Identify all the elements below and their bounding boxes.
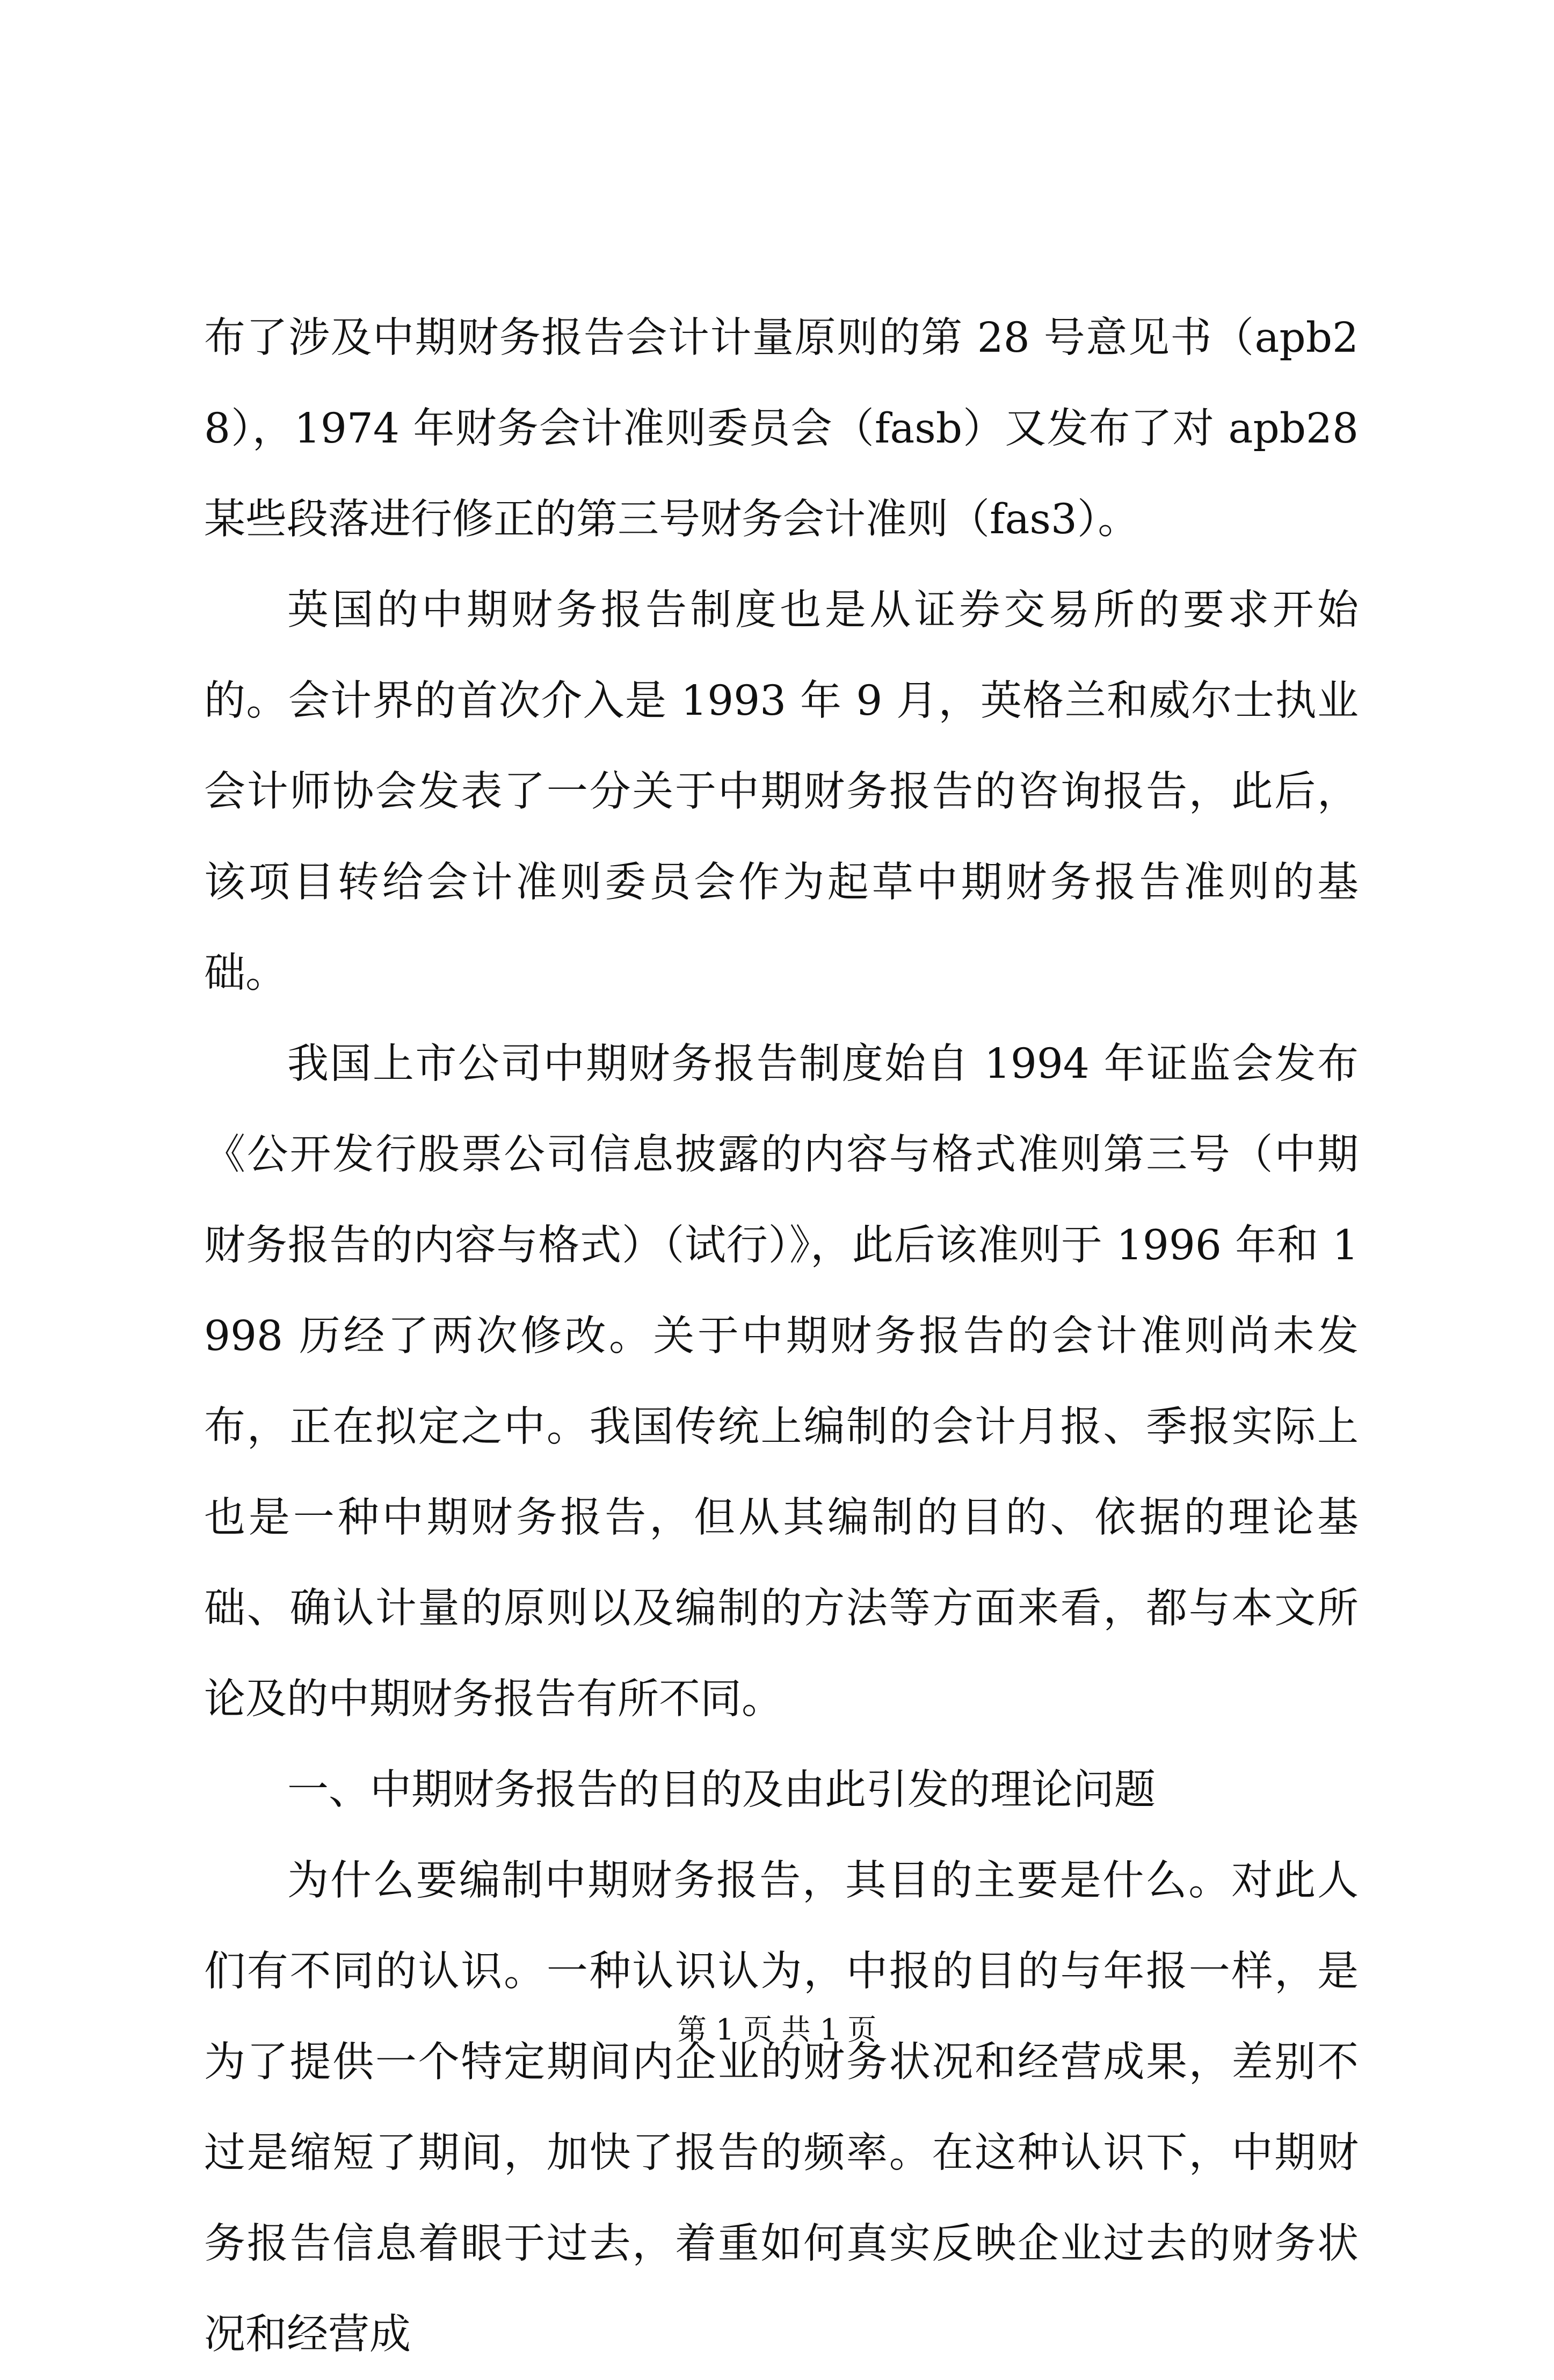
paragraph-purpose: 为什么要编制中期财务报告，其目的主要是什么。对此人们有不同的认识。一种认识认为，中报的目的与年报一样，是为了提供一个特定期间内企业的财务状况和经营成果，差别不过是缩短了期间，加快了报告的频率。在这种认识下，中期财务报告信息着眼于过去，着重如何真实反映企业过去的财务状况和经营成 [204,1857,1359,2359]
paragraph-continuation: 布了涉及中期财务报告会计计量原则的第 28 号意见书（apb28），1974 年财务会计准则委员会（fasb）又发布了对 apb28 某些段落进行修正的第三号财务会计准则（fas3）。 [204,314,1359,543]
section-heading: 一、中期财务报告的目的及由此引发的理论问题 [287,1766,1156,1814]
paragraph-china: 我国上市公司中期财务报告制度始自 1994 年证监会发布《公开发行股票公司信息披露的内容与格式准则第三号（中期财务报告的内容与格式）（试行）》，此后该准则于 1996 年和 1998 历经了两次修改。关于中期财务报告的会计准则尚未发布，正在拟定之中。我国传统上编制的会计月报、季报实际上也是一种中期财务报告，但从其编制的目的、依据的理论基础、确认计量的原则以及编制的方法等方面来看，都与本文所论及的中期财务报告有所不同。 [204,1040,1359,1723]
document-body [204,293,1359,2380]
paragraph-uk: 英国的中期财务报告制度也是从证券交易所的要求开始的。会计界的首次介入是 1993 年 9 月，英格兰和威尔士执业会计师协会发表了一分关于中期财务报告的咨询报告，此后，该项目转给会计准则委员会作为起草中期财务报告准则的基础。 [204,586,1359,997]
page-footer: 第 1 页 共 1 页 [677,2013,877,2047]
